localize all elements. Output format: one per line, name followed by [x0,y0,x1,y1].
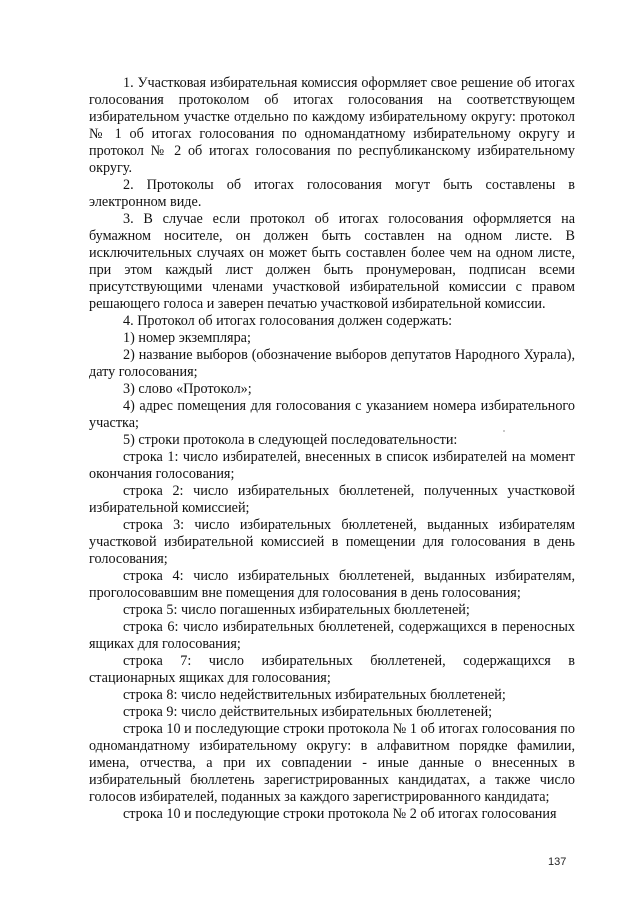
paragraph-1: 1. Участковая избирательная комиссия оформляет свое решение об итогах голосования протоколом об итогах голосования на соответствующем избирательном участке отдельно по каждому избирательному округу: протокол № 1 об итогах голосования по одномандатному избирательному округу и протокол № 2 об итогах голосования по республиканскому избирательному округу. [89,75,575,176]
protocol-line-2: строка 2: число избирательных бюллетеней, полученных участковой избирательной комиссией; [89,483,575,516]
page-number: 137 [548,856,567,868]
paragraph-3: 3. В случае если протокол об итогах голосования оформляется на бумажном носителе, он должен быть составлен на одном листе. В исключительных случаях он может быть составлен более чем на одном листе, при этом каждый лист должен быть пронумерован, подписан всеми присутствующими членами участковой избирательной комиссии с правом решающего голоса и заверен печатью участковой избирательной комиссии. [89,211,575,312]
protocol-line-5: строка 5: число погашенных избирательных бюллетеней; [123,602,470,618]
paragraph-2: 2. Протоколы об итогах голосования могут быть составлены в электронном виде. [89,177,575,210]
list-item-2: 2) название выборов (обозначение выборов депутатов Народного Хурала), дату голосования; [89,347,575,380]
list-item-1: 1) номер экземпляра; [123,330,251,346]
protocol-line-4: строка 4: число избирательных бюллетеней, выданных избирателям, проголосовавшим вне помещения для голосования в день голосования; [89,568,575,601]
document-body [89,75,575,823]
protocol-line-1: строка 1: число избирателей, внесенных в список избирателей на момент окончания голосования; [89,449,575,482]
protocol-line-7: строка 7: число избирательных бюллетеней, содержащихся в стационарных ящиках для голосования; [89,653,575,686]
list-item-3: 3) слово «Протокол»; [123,381,252,397]
protocol-line-9: строка 9: число действительных избирательных бюллетеней; [123,704,493,720]
scan-speck [503,430,505,432]
protocol-line-10-form-1: строка 10 и последующие строки протокола № 1 об итогах голосования по одномандатному избирательному округу: в алфавитном порядке фамилии, имена, отчества, а при их совпадении - иные данные о внесенных в избирательный бюллетень зарегистрированных кандидатах, а также число голосов избирателей, поданных за каждого зарегистрированного кандидата; [89,721,575,805]
protocol-line-8: строка 8: число недействительных избирательных бюллетеней; [123,687,506,703]
protocol-line-10-form-2: строка 10 и последующие строки протокола № 2 об итогах голосования [123,806,557,822]
list-item-4: 4) адрес помещения для голосования с указанием номера избирательного участка; [89,398,575,431]
protocol-line-3: строка 3: число избирательных бюллетеней, выданных избирателям участковой избирательной комиссией в помещении для голосования в день голосования; [89,517,575,567]
paragraph-4: 4. Протокол об итогах голосования должен содержать: [123,313,453,329]
list-item-5: 5) строки протокола в следующей последовательности: [123,432,458,448]
protocol-line-6: строка 6: число избирательных бюллетеней, содержащихся в переносных ящиках для голосования; [89,619,575,652]
